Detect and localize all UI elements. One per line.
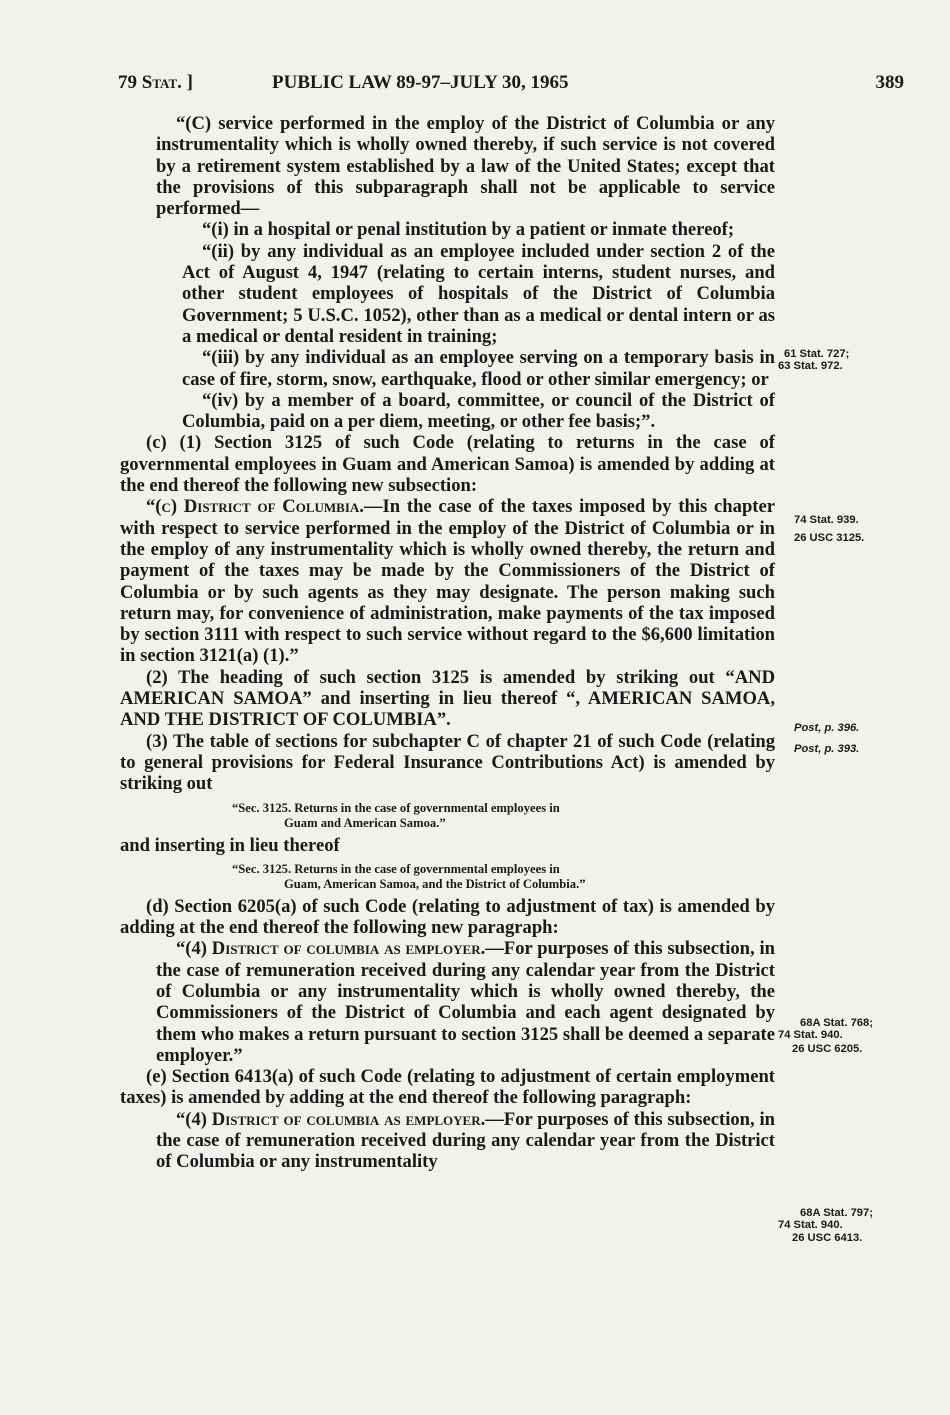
subsection-e: (e) Section 6413(a) of such Code (relating to adjustment of certain employment taxes) is amended by adding at the end thereof the following paragraph:: [120, 1066, 775, 1109]
page-header: [118, 72, 904, 102]
inserting-clause: and inserting in lieu thereof: [120, 834, 340, 856]
subsection-heading: “(c) District of Columbia.: [146, 496, 364, 518]
margin-note: 26 USC 6205.: [792, 1043, 863, 1055]
paragraph-c-service: “(C) service performed in the employ of the District of Columbia or any instrumentality which is wholly owned thereby, if such service is not covered by a retirement system established by a law of the United States; except that the provisions of this subparagraph shall not be applicable to service performed—: [156, 113, 775, 220]
paragraph-heading: “(4) District of columbia as employer.: [176, 938, 486, 960]
quoted-table-entry-old: [120, 801, 775, 831]
clause-ii: “(ii) by any individual as an employee included under section 2 of the Act of August 4, 1947 (relating to certain interns, student nurses, and other student employees of hospitals of the District of Columbia Government; 5 U.S.C. 1052), other than as a medical or dental intern or as a medical or dental resident in training;: [182, 240, 775, 347]
margin-note: 74 Stat. 940.: [778, 1219, 843, 1231]
subsection-d: (d) Section 6205(a) of such Code (relating to adjustment of tax) is amended by adding at the end thereof the following new paragraph:: [120, 895, 775, 939]
subsection-text: —In the case of the taxes imposed by this chapter with respect to service performed in the employ of the District of Columbia or in the employ of any instrumentality which is wholly owned thereby, the return and payment of the taxes may be made by the Commissioners of the District of Columbia or by such agents as they may designate. The person making such return may, for convenience of administration, make payments of the tax imposed by section 3111 with respect to such service without regard to the $6,600 limitation in section 3121(a) (1).”: [120, 496, 775, 667]
margin-note: 74 Stat. 939.: [794, 514, 859, 526]
new-subsection-c: [120, 496, 775, 666]
paragraph-text: —For purposes of this subsection, in the case of remuneration received during any calendar year from the District of Columbia or any instrumentality which is wholly owned thereby, the Commissioners of the District of Columbia and each agent designated by them who makes a return pursuant to section 3125 shall be deemed a separate employer.”: [156, 938, 775, 1066]
paragraph-4-6413: [120, 1109, 775, 1173]
subsection-c-1: (c) (1) Section 3125 of such Code (relating to returns in the case of governmental employees in Guam and American Samoa) is amended by adding at the end thereof the following new subsection:: [120, 432, 775, 497]
margin-note: 26 USC 6413.: [792, 1232, 863, 1244]
clause-i: “(i) in a hospital or penal institution by a patient or inmate thereof;: [202, 219, 735, 241]
margin-note: Post, p. 393.: [794, 743, 860, 755]
subsection-c-2: (2) The heading of such section 3125 is amended by striking out “AND AMERICAN SAMOA” and inserting in lieu thereof “, AMERICAN SAMOA, AND THE DISTRICT OF COLUMBIA”.: [120, 666, 775, 731]
margin-note: 68A Stat. 797;: [800, 1207, 873, 1219]
running-title: PUBLIC LAW 89-97–JULY 30, 1965: [272, 72, 569, 93]
margin-note: 61 Stat. 727;: [784, 348, 850, 360]
margin-note: 74 Stat. 940.: [778, 1029, 843, 1041]
margin-note: Post, p. 396.: [794, 722, 860, 734]
quote-line: “Sec. 3125. Returns in the case of governmental employees in: [232, 861, 560, 876]
statute-volume: 79 Stat. ]: [118, 72, 193, 93]
paragraph-heading: “(4) District of columbia as employer.: [176, 1108, 486, 1130]
clause-iv: “(iv) by a member of a board, committee, or council of the District of Columbia, paid on a per diem, meeting, or other fee basis;”.: [182, 389, 775, 433]
margin-note: 63 Stat. 972.: [778, 360, 843, 372]
body-text: [120, 113, 775, 1173]
margin-note: 68A Stat. 768;: [800, 1017, 873, 1029]
paragraph-4-6205: [120, 938, 775, 1066]
quote-line: Guam and American Samoa.”: [284, 815, 446, 830]
quote-line: Guam, American Samoa, and the District of Columbia.”: [284, 876, 586, 891]
quoted-table-entry-new: [120, 862, 775, 892]
subsection-c-3: (3) The table of sections for subchapter C of chapter 21 of such Code (relating to general provisions for Federal Insurance Contributions Act) is amended by striking out: [120, 730, 775, 795]
quote-line: “Sec. 3125. Returns in the case of governmental employees in: [232, 800, 560, 815]
paragraph-text: —For purposes of this subsection, in the case of remuneration received during any calendar year from the District of Columbia or any instrumentality: [156, 1108, 775, 1173]
clause-iii: “(iii) by any individual as an employee serving on a temporary basis in case of fire, storm, snow, earthquake, flood or other similar emergency; or: [182, 347, 775, 390]
page-number: 389: [875, 72, 904, 93]
margin-note: 26 USC 3125.: [794, 532, 865, 544]
